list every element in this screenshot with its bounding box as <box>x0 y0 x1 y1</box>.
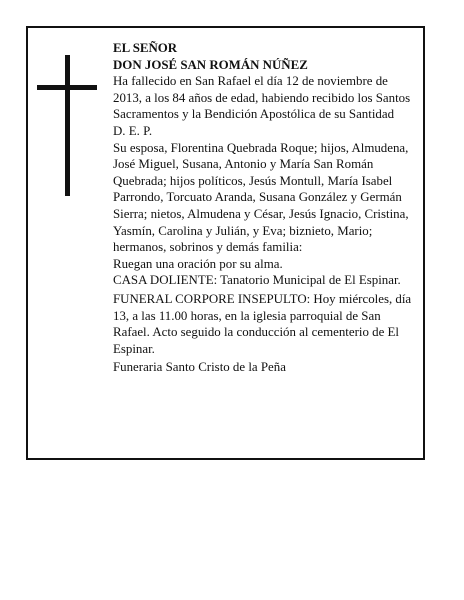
funeral-details: FUNERAL CORPORE INSEPULTO: Hoy miércoles, día 13, a las 11.00 horas, en la iglesia parroquial de San Rafael. Acto seguido la conducción al cementerio de El Espinar. <box>113 291 412 356</box>
obituary-text-block <box>113 40 413 376</box>
heading-title: EL SEÑOR <box>113 41 178 55</box>
prayer-request: Ruegan una oración por su alma. <box>113 256 283 271</box>
family-list: Su esposa, Florentina Quebrada Roque; hijos, Almudena, José Miguel, Susana, Antonio y María San Román Quebrada; hijos políticos, Jesús Montull, María Isabel Parrondo, Torcuato Aranda, Susana González y Germán Sierra; nietos, Almudena y César, Jesús Ignacio, Cristina, Yasmín, Carolina y Julián, y Eva; biznieto, Mario; hermanos, sobrinos y demás familia: <box>113 140 409 255</box>
cross-vertical-bar <box>65 55 70 196</box>
casa-doliente: CASA DOLIENTE: Tanatorio Municipal de El Espinar. <box>113 273 401 288</box>
death-announcement: Ha fallecido en San Rafael el día 12 de noviembre de 2013, a los 84 años de edad, habiendo recibido los Santos Sacramentos y la Bendición Apostólica de su Santidad <box>113 74 411 122</box>
cross-horizontal-bar <box>37 85 97 90</box>
heading-name: DON JOSÉ SAN ROMÁN NÚÑEZ <box>113 57 308 72</box>
cross-icon <box>37 55 97 196</box>
funeraria-name: Funeraria Santo Cristo de la Peña <box>113 360 286 375</box>
dep-line: D. E. P. <box>113 123 153 138</box>
